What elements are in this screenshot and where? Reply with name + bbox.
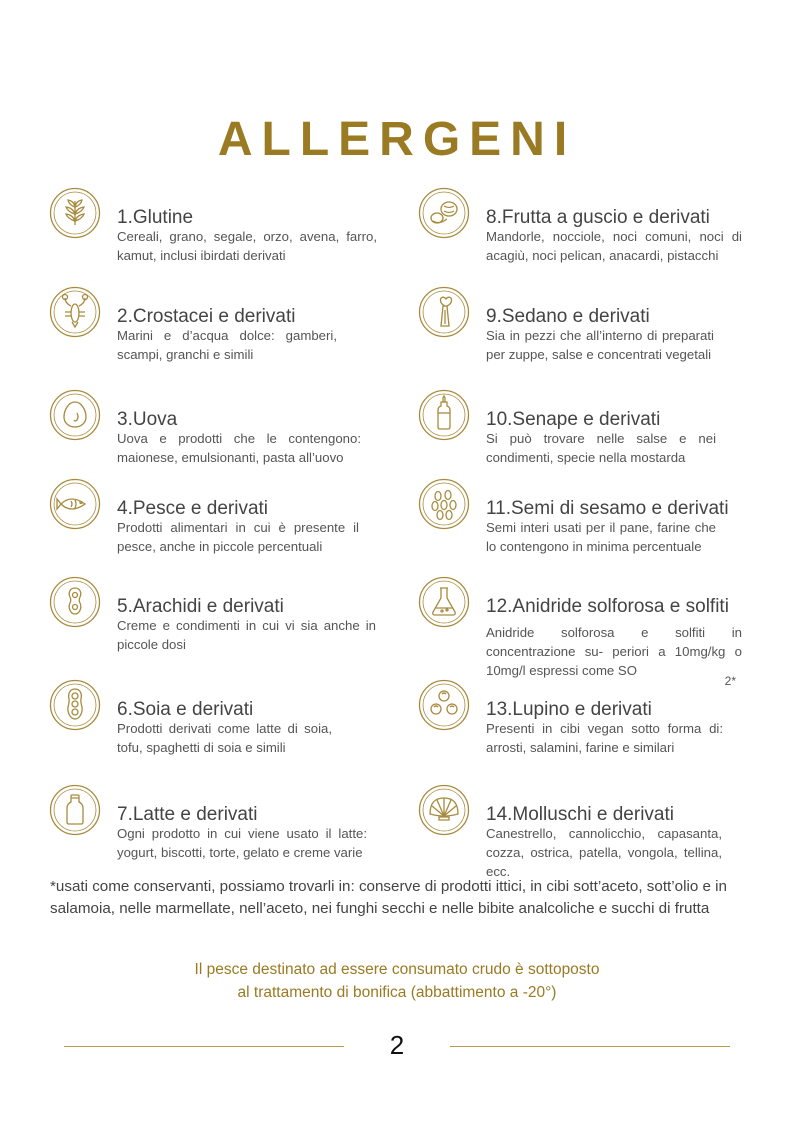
- allergen-desc: Mandorle, nocciole, noci comuni, noci di acagiù, noci pelican, anacardi, pistacchi: [486, 229, 742, 263]
- raw-fish-note-line: Il pesce destinato ad essere consumato crudo è sottoposto: [194, 961, 600, 978]
- allergen-11: [486, 498, 729, 556]
- allergen-7: [117, 804, 367, 862]
- soy-icon: [49, 679, 101, 731]
- allergen-title: 8.Frutta a guscio e derivati: [486, 207, 710, 228]
- allergen-title: 12.Anidride solforosa e solfiti: [486, 596, 729, 617]
- allergen-title: 14.Molluschi e derivati: [486, 804, 674, 825]
- allergen-desc: Anidride solforosa e solfiti in concentrazione su- periori a 10mg/kg o 10mg/l espressi come SO: [486, 625, 742, 678]
- allergen-desc: Marini e d’acqua dolce: gamberi, scampi, granchi e simili: [117, 328, 337, 362]
- allergen-desc: Creme e condimenti in cui vi sia anche in piccole dosi: [117, 618, 376, 652]
- allergen-desc: Ogni prodotto in cui viene usato il latte: yogurt, biscotti, torte, gelato e creme varie: [117, 826, 367, 860]
- allergen-12: [486, 596, 742, 688]
- allergen-title: 6.Soia e derivati: [117, 699, 254, 720]
- wheat-icon: [49, 187, 101, 239]
- allergen-desc: Canestrello, cannolicchio, capasanta, cozza, ostrica, patella, vongola, tellina, ecc.: [486, 826, 722, 879]
- allergen-13: [486, 699, 723, 757]
- raw-fish-note: [0, 958, 794, 1004]
- allergen-desc: Sia in pezzi che all’interno di preparati per zuppe, salse e concentrati vegetali: [486, 328, 714, 362]
- subscript-mark: 2*: [724, 674, 736, 688]
- flask-icon: [418, 576, 470, 628]
- milk-bottle-icon: [49, 784, 101, 836]
- allergen-title: 11.Semi di sesamo e derivati: [486, 498, 729, 519]
- allergen-5: [117, 596, 376, 654]
- celery-icon: [418, 286, 470, 338]
- allergen-1: [117, 207, 377, 265]
- allergen-title: 7.Latte e derivati: [117, 804, 258, 825]
- allergen-desc: Presenti in cibi vegan sotto forma di: arrosti, salamini, farine e similari: [486, 721, 723, 755]
- allergen-10: [486, 409, 716, 467]
- shell-icon: [418, 784, 470, 836]
- allergen-title: 2.Crostacei e derivati: [117, 306, 296, 327]
- nuts-icon: [418, 187, 470, 239]
- allergen-title: 3.Uova: [117, 409, 178, 430]
- allergen-desc: Si può trovare nelle salse e nei condimenti, specie nella mostarda: [486, 431, 716, 465]
- page-number: 2: [389, 1030, 405, 1060]
- allergen-desc: Uova e prodotti che le contengono: maionese, emulsionanti, pasta all’uovo: [117, 431, 361, 465]
- peanut-icon: [49, 576, 101, 628]
- allergen-title: 9.Sedano e derivati: [486, 306, 650, 327]
- divider-right: [450, 1046, 730, 1047]
- allergen-title: 10.Senape e derivati: [486, 409, 661, 430]
- fish-icon: [49, 478, 101, 530]
- footnote: *usati come conservanti, possiamo trovarli in: conserve di prodotti ittici, in cibi sott’aceto, sott’olio e in salamoia, nelle marmellate, nell’aceto, nei funghi secchi e nelle bibite analcoliche e succhi di frutta: [50, 878, 727, 917]
- lobster-icon: [49, 286, 101, 338]
- lupin-icon: [418, 679, 470, 731]
- allergen-3: [117, 409, 361, 467]
- allergen-desc: Prodotti alimentari in cui è presente il pesce, anche in piccole percentuali: [117, 520, 359, 554]
- allergen-6: [117, 699, 332, 757]
- allergen-desc: Semi interi usati per il pane, farine che lo contengono in minima percentuale: [486, 520, 716, 554]
- egg-icon: [49, 389, 101, 441]
- page-title: ALLERGENI: [217, 113, 577, 166]
- allergen-8: [486, 207, 742, 265]
- allergen-title: 13.Lupino e derivati: [486, 699, 652, 720]
- mustard-icon: [418, 389, 470, 441]
- allergen-title: 5.Arachidi e derivati: [117, 596, 284, 617]
- allergen-14: [486, 804, 722, 881]
- allergen-title: 1.Glutine: [117, 207, 194, 228]
- allergen-9: [486, 306, 714, 364]
- allergen-desc: Cereali, grano, segale, orzo, avena, farro, kamut, inclusi ibirdati derivati: [117, 229, 377, 263]
- allergen-4: [117, 498, 359, 556]
- allergen-title: 4.Pesce e derivati: [117, 498, 269, 519]
- raw-fish-note-line: al trattamento di bonifica (abbattimento a -20°): [237, 984, 557, 1001]
- allergen-2: [117, 306, 337, 364]
- sesame-icon: [418, 478, 470, 530]
- allergen-desc: Prodotti derivati come latte di soia, tofu, spaghetti di soia e simili: [117, 721, 332, 755]
